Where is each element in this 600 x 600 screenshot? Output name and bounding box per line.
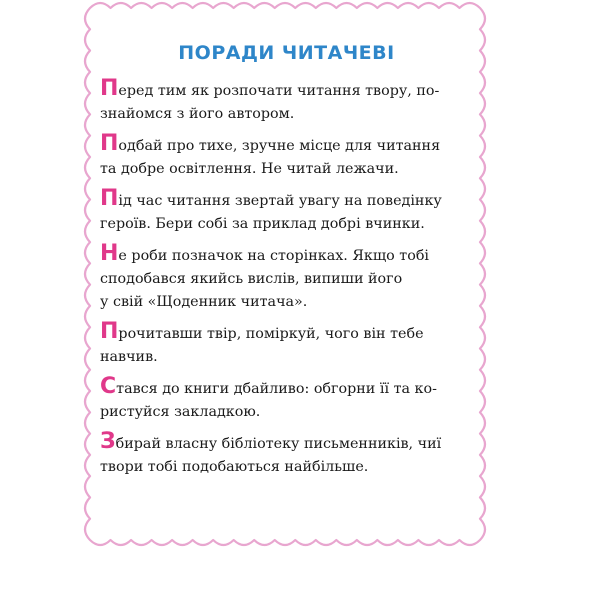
tip-item (100, 374, 465, 424)
drop-initial: З (100, 429, 116, 454)
page-title: ПОРАДИ ЧИТАЧЕВІ (178, 42, 395, 64)
drop-initial: П (100, 131, 119, 156)
drop-initial: П (100, 186, 119, 211)
tip-text: бирай власну бібліотеку письменників, чиї твори тобі подобаються найбільше. (100, 436, 442, 475)
tip-text: тався до книги дбайливо: обгорни її та ко- ристуйся закладкою. (100, 381, 437, 420)
drop-initial: П (100, 76, 119, 101)
drop-initial: П (100, 319, 119, 344)
drop-initial: С (100, 374, 117, 399)
tip-item (100, 429, 465, 479)
tip-text: е роби позначок на сторінках. Якщо тобі сподобався якийсь вислів, випиши його у свій «Щоденник читача». (100, 248, 430, 310)
tip-item (100, 319, 465, 369)
drop-initial: Н (100, 241, 119, 266)
tip-item (100, 241, 465, 314)
tip-text: одбай про тихе, зручне місце для читання та добре освітлення. Не читай лежачи. (100, 138, 441, 177)
tip-item (100, 131, 465, 181)
tip-item (100, 186, 465, 236)
tip-text: рочитавши твір, поміркуй, чого він тебе навчив. (100, 326, 424, 365)
tip-text: еред тим як розпочати читання твору, по- знайомся з його автором. (100, 83, 440, 122)
tip-text: ід час читання звертай увагу на поведінку героїв. Бери собі за приклад добрі вчинки. (100, 193, 442, 232)
tip-item (100, 76, 465, 126)
tips-card (100, 42, 465, 488)
